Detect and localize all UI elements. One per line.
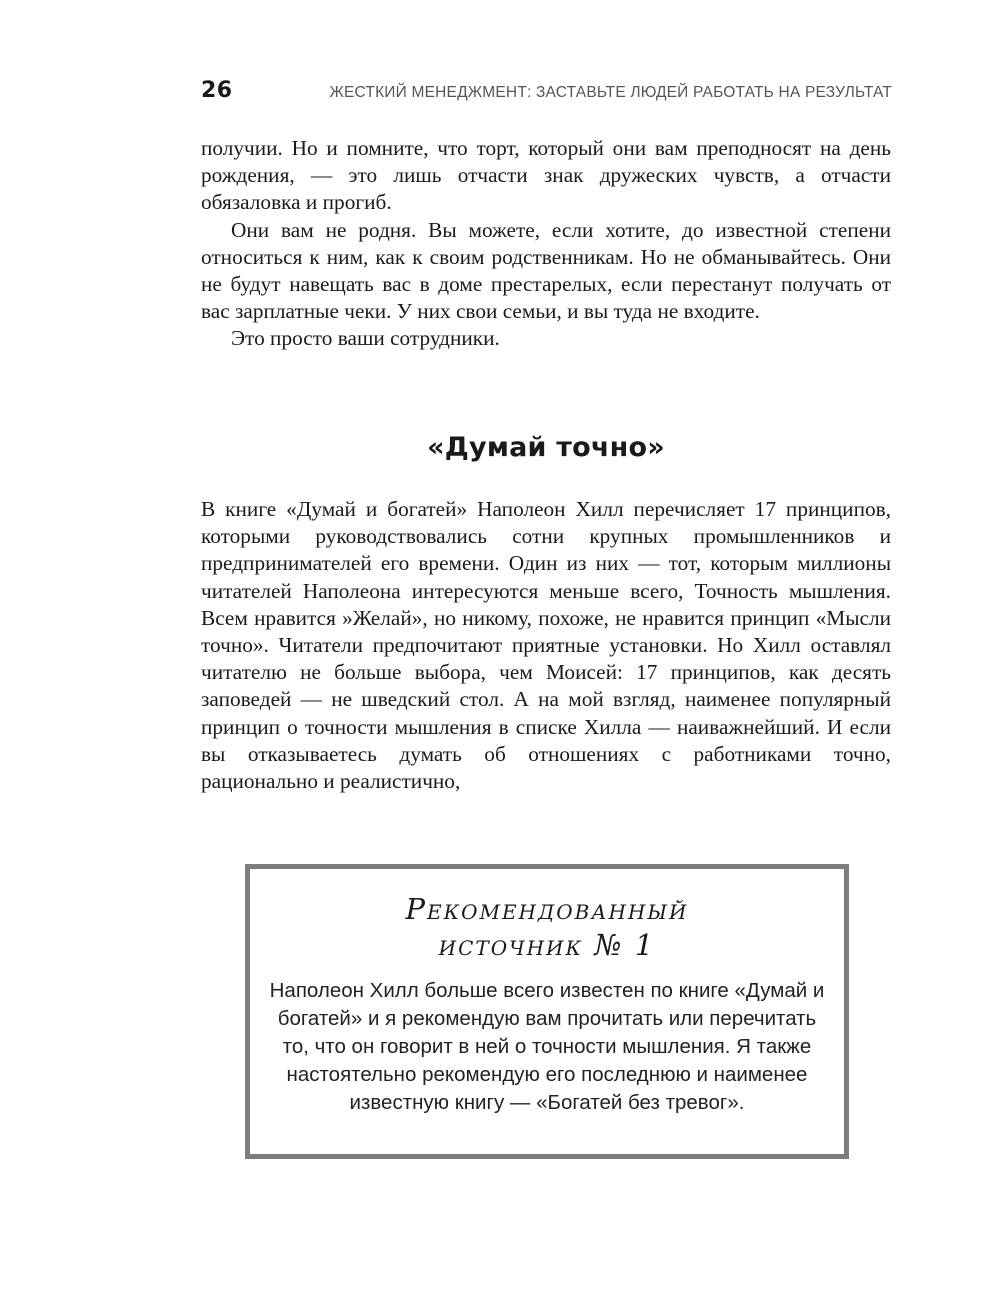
paragraph: Это просто ваши сотрудники. — [231, 326, 500, 351]
section-text-block — [201, 496, 891, 795]
paragraph: Они вам не родня. Вы можете, если хотите, до известной степени относиться к ним, как к своим родственникам. Но не обманывайтесь. Они не будут навещать вас в доме престарелых, если перестанут получать от вас зарплатные чеки. У них свои семьи, и вы туда не входите. — [201, 217, 891, 324]
section-heading: «Думай точно» — [427, 432, 665, 463]
sidebar-body: Наполеон Хилл больше всего известен по книге «Думай и богатей» и я рекомендую вам прочитать или перечитать то, что он говорит в ней о точности мышления. Я также настоятельно рекомендую его последнюю и наименее известную книгу — «Богатей без тревог». — [269, 979, 825, 1114]
sidebar-title-line: источник № 1 — [438, 928, 656, 962]
recommended-source-box — [245, 864, 849, 1159]
sidebar-title-line: Рекомендованный — [405, 892, 689, 926]
running-header: ЖЕСТКИЙ МЕНЕДЖМЕНТ: ЗАСТАВЬТЕ ЛЮДЕЙ РАБОТАТЬ НА РЕЗУЛЬТАТ — [329, 84, 892, 101]
paragraph: получии. Но и помните, что торт, который они вам преподносят на день рождения, — это лишь отчасти знак дружеских чувств, а отчасти обязаловка и прогиб. — [201, 136, 891, 215]
sidebar-title — [250, 891, 844, 963]
paragraph: В книге «Думай и богатей» Наполеон Хилл перечисляет 17 принципов, которыми руководствовались сотни крупных промышленников и предпринимателей его времени. Один из них — тот, которым миллионы читателей Наполеона интересуются меньше всего, Точность мышления. Всем нравится »Желай», но никому, похоже, не нравится принцип «Мысли точно». Читатели предпочитают приятные установки. Но Хилл оставлял читателю не больше выбора, чем Моисей: 17 принципов, как десять заповедей — не шведский стол. А на мой взгляд, наименее популярный принцип о точности мышления в списке Хилла — наиважнейший. И если вы отказываетесь думать об отношениях с работниками точно, рационально и реалистично, — [201, 497, 891, 794]
top-text-block — [201, 135, 891, 353]
page-number: 26 — [201, 78, 233, 103]
